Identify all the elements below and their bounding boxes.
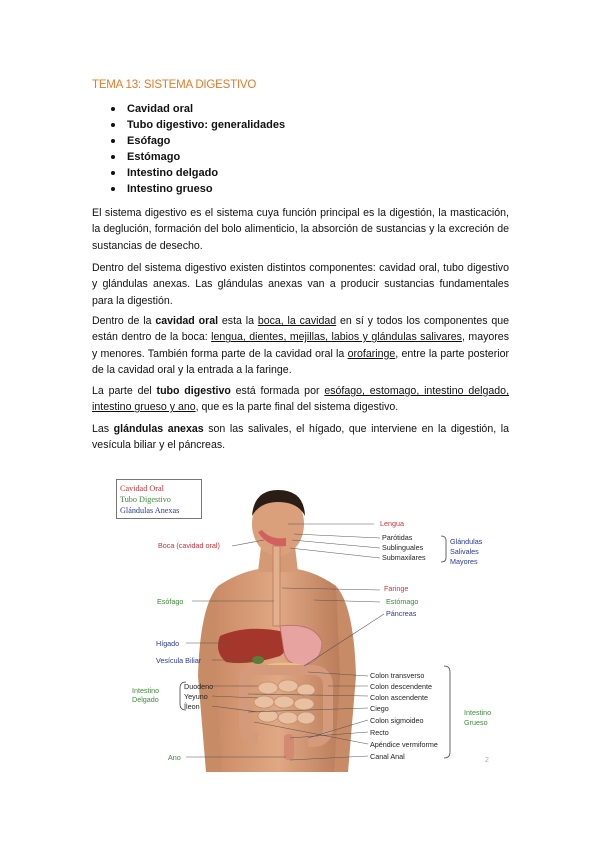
label-canal-anal: Canal Anal [370,752,405,761]
legend-item-tubo-digestivo: Tubo Digestivo [120,495,171,504]
label-ciego: Ciego [370,704,389,713]
list-item: Tubo digestivo: generalidades [108,117,285,133]
digestive-system-figure [108,476,498,772]
paragraph-tubo-digestivo: La parte del tubo digestivo está formada por esófago, estomago, intestino delgado, intestino grueso y ano, que es la parte final del sistema digestivo. [92,385,510,414]
label-colon-sigmoideo: Colon sigmoideo [370,716,424,725]
label-lengua: Lengua [380,519,404,528]
label-sublinguales: Sublinguales [382,543,424,552]
label-yeyuno: Yeyuno [184,692,208,701]
topic-list [108,101,285,197]
page-number: 2 [485,757,489,764]
label-glandulas-2: Salivales [450,547,479,556]
label-vesicula-biliar: Vesícula Biliar [156,656,202,665]
label-boca: Boca (cavidad oral) [158,541,220,550]
paragraph-cavidad-oral: Dentro de la cavidad oral esta la boca, la cavidad en sí y todos los componentes que están dentro de la boca: lengua, dientes, mejillas, labios y glándulas salivares, mayores y menores. También forma parte de la cavidad oral la orofaringe, entre la parte posterior de la cavidad oral y la entrada a la faringe. [92,315,510,376]
label-intestino-grueso-2: Grueso [464,718,488,727]
figure-legend [116,479,202,519]
paragraph-intro: El sistema digestivo es el sistema cuya función principal es la digestión, la masticación, la deglución, formación del bolo alimenticio, la absorción de sustancias y la excreción de sustancias de desecho. [92,207,509,252]
label-colon-descendente: Colon descendente [370,682,432,691]
label-ileon: Íleon [184,702,200,711]
list-item: Intestino delgado [108,165,285,181]
label-duodeno: Duodeno [184,682,214,691]
list-item: Esófago [108,133,285,149]
legend-item-cavidad-oral: Cavidad Oral [120,484,164,493]
label-higado: Hígado [156,639,180,648]
list-item: Cavidad oral [108,101,285,117]
paragraph-components: Dentro del sistema digestivo existen distintos componentes: cavidad oral, tubo digestivo y glándulas anexas. Las glándulas anexas van a producir sustancias fundamentales para la digestión. [92,262,509,307]
label-submaxilares: Submaxilares [382,553,426,562]
label-faringe: Faringe [384,584,409,593]
label-intestino-delgado-1: Intestino [132,686,160,695]
paragraph-glandulas-anexas: Las glándulas anexas son las salivales, el hígado, que interviene en la digestión, la vesícula biliar y el páncreas. [92,423,509,452]
list-item: Intestino grueso [108,181,285,197]
label-intestino-delgado-2: Delgado [132,695,159,704]
label-glandulas-1: Glándulas [450,537,483,546]
label-pancreas: Páncreas [386,609,417,618]
page-title: TEMA 13: SISTEMA DIGESTIVO [92,79,257,91]
label-parotidas: Parótidas [382,533,413,542]
label-esofago: Esófago [157,597,184,606]
label-colon-ascendente: Colon ascendente [370,693,428,702]
label-colon-transverso: Colon transverso [370,671,425,680]
label-glandulas-3: Mayores [450,557,478,566]
label-recto: Recto [370,728,389,737]
list-item: Estómago [108,149,285,165]
anatomy-illustration [108,476,498,772]
label-ano: Ano [168,753,181,762]
label-estomago: Estómago [386,597,419,606]
legend-item-glandulas-anexas: Glándulas Anexas [120,506,180,515]
label-intestino-grueso-1: Intestino [464,708,492,717]
label-apendice: Apéndice vermiforme [370,740,438,749]
